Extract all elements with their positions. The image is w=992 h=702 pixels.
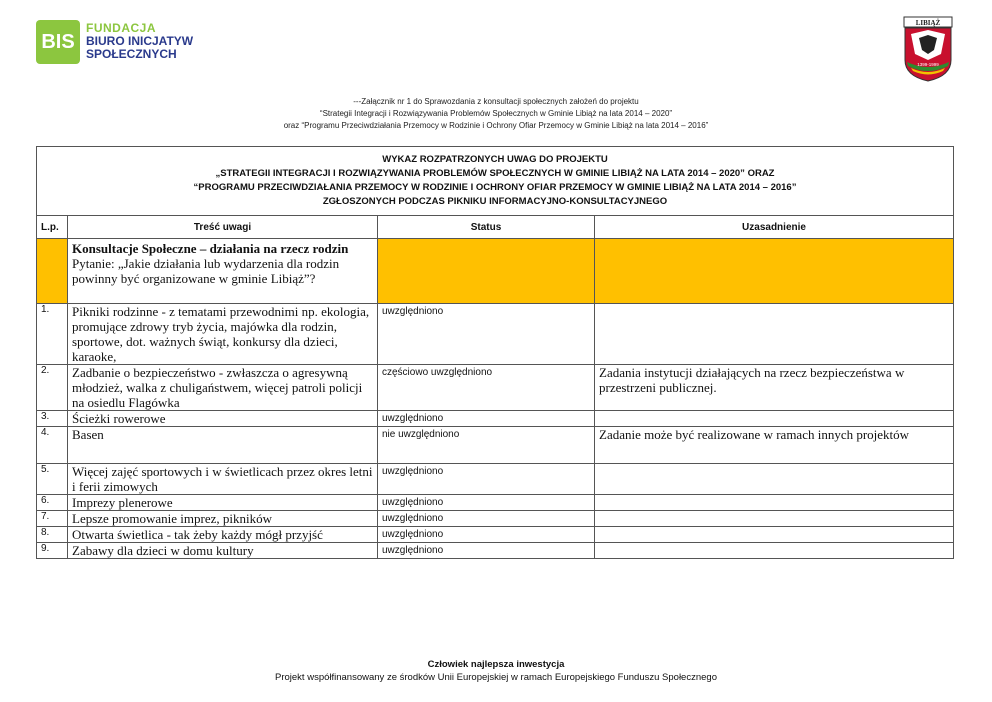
table-row	[37, 543, 954, 559]
column-header-row	[37, 216, 954, 239]
row-reason	[595, 411, 954, 427]
row-reason	[595, 511, 954, 527]
table-row	[37, 411, 954, 427]
bis-logo-mark: BIS	[36, 20, 80, 64]
row-text: Więcej zajęć sportowych i w świetlicach przez okres letni i ferii zimowych	[68, 464, 378, 495]
row-lp: 9.	[37, 543, 68, 559]
row-lp: 5.	[37, 464, 68, 495]
bis-logo-line2: BIURO INICJATYW	[86, 34, 194, 48]
row-reason: Zadanie może być realizowane w ramach innych projektów	[595, 427, 954, 464]
row-status: uwzględniono	[378, 543, 595, 559]
table-row	[37, 365, 954, 411]
row-reason	[595, 495, 954, 511]
table-title	[37, 147, 954, 216]
section-row	[37, 239, 954, 304]
column-header-reason: Uzasadnienie	[595, 216, 954, 239]
row-reason	[595, 304, 954, 365]
row-lp: 6.	[37, 495, 68, 511]
crest-label: LIBIĄŻ	[915, 19, 941, 27]
table-row	[37, 495, 954, 511]
caption-line-3: oraz “Programu Przeciwdziałania Przemocy w Rodzinie i Ochrony Ofiar Przemocy w Gminie Libiąż na lata 2014 – 2016”	[283, 121, 709, 130]
row-text: Zadbanie o bezpieczeństwo - zwłaszcza o agresywną młodzież, walka z chuligaństwem, więcej patroli policji na osiedlu Flagówka	[68, 365, 378, 411]
footer-slogan: Człowiek najlepsza inwestycja	[427, 659, 565, 670]
row-text: Imprezy plenerowe	[68, 495, 378, 511]
row-text: Basen	[68, 427, 378, 464]
row-text: Pikniki rodzinne - z tematami przewodnimi np. ekologia, promujące zdrowy tryb życia, majówka dla rodzin, sportowe, dot. ważnych świąt, konkursy dla dzieci, karaoke,	[68, 304, 378, 365]
row-status: uwzględniono	[378, 411, 595, 427]
bis-logo-line3: SPOŁECZNYCH	[86, 47, 177, 61]
row-text: Otwarta świetlica - tak żeby każdy mógł przyjść	[68, 527, 378, 543]
row-lp: 8.	[37, 527, 68, 543]
row-reason	[595, 464, 954, 495]
caption-line-1: ---Załącznik nr 1 do Sprawozdania z konsultacji społecznych założeń do projektu	[353, 97, 639, 106]
section-title: Konsultacje Społeczne – działania na rzecz rodzin	[72, 241, 349, 256]
table-title-line-3: “PROGRAMU PRZECIWDZIAŁANIA PRZEMOCY W RODZINIE I OCHRONY OFIAR PRZEMOCY W GMINIE LIBIĄŻ NA LATA 2014 – 2016”	[193, 182, 797, 193]
row-lp: 2.	[37, 365, 68, 411]
row-status: uwzględniono	[378, 464, 595, 495]
row-lp: 1.	[37, 304, 68, 365]
table-title-line-1: WYKAZ ROZPATRZONYCH UWAG DO PROJEKTU	[382, 154, 608, 165]
row-status: uwzględniono	[378, 304, 595, 365]
row-lp: 3.	[37, 411, 68, 427]
table-row	[37, 527, 954, 543]
section-lp	[37, 239, 68, 304]
table-row	[37, 304, 954, 365]
row-reason	[595, 543, 954, 559]
section-content	[68, 239, 378, 304]
table-title-line-2: „STRATEGII INTEGRACJI I ROZWIĄZYWANIA PROBLEMÓW SPOŁECZNYCH W GMINIE LIBIĄŻ NA LATA 2014 – 2020” ORAZ	[215, 168, 775, 179]
section-status	[378, 239, 595, 304]
table-row	[37, 511, 954, 527]
row-reason	[595, 527, 954, 543]
row-text: Zabawy dla dzieci w domu kultury	[68, 543, 378, 559]
row-reason: Zadania instytucji działających na rzecz bezpieczeństwa w przestrzeni publicznej.	[595, 365, 954, 411]
remarks-table	[36, 146, 954, 559]
row-text: Ścieżki rowerowe	[68, 411, 378, 427]
table-row	[37, 464, 954, 495]
column-header-status: Status	[378, 216, 595, 239]
libiaz-crest-icon	[903, 16, 953, 82]
row-status: uwzględniono	[378, 511, 595, 527]
crest-years: 1399-1999	[917, 62, 939, 67]
row-lp: 7.	[37, 511, 68, 527]
section-question: Pytanie: „Jakie działania lub wydarzenia dla rodzin powinny być organizowane w gminie Libiąż”?	[72, 256, 340, 286]
caption-line-2: “Strategii Integracji i Rozwiązywania Problemów Społecznych w Gminie Libiąż na lata 2014 – 2020”	[319, 109, 673, 118]
section-reason	[595, 239, 954, 304]
row-status: częściowo uwzględniono	[378, 365, 595, 411]
page-footer	[0, 658, 992, 684]
bis-logo-line1: FUNDACJA	[86, 21, 156, 35]
footer-funding-note: Projekt współfinansowany ze środków Unii Europejskiej w ramach Europejskiego Funduszu Społecznego	[275, 672, 717, 683]
row-status: uwzględniono	[378, 527, 595, 543]
column-header-lp: L.p.	[37, 216, 68, 239]
row-text: Lepsze promowanie imprez, pikników	[68, 511, 378, 527]
row-lp: 4.	[37, 427, 68, 464]
table-title-line-4: ZGŁOSZONYCH PODCZAS PIKNIKU INFORMACYJNO-KONSULTACYJNEGO	[322, 196, 668, 207]
row-status: uwzględniono	[378, 495, 595, 511]
table-title-row	[37, 147, 954, 216]
table-row	[37, 427, 954, 464]
bis-logo	[36, 20, 216, 66]
column-header-text: Treść uwagi	[68, 216, 378, 239]
remarks-table-wrapper	[36, 146, 953, 559]
row-status: nie uwzględniono	[378, 427, 595, 464]
document-caption	[0, 96, 992, 132]
